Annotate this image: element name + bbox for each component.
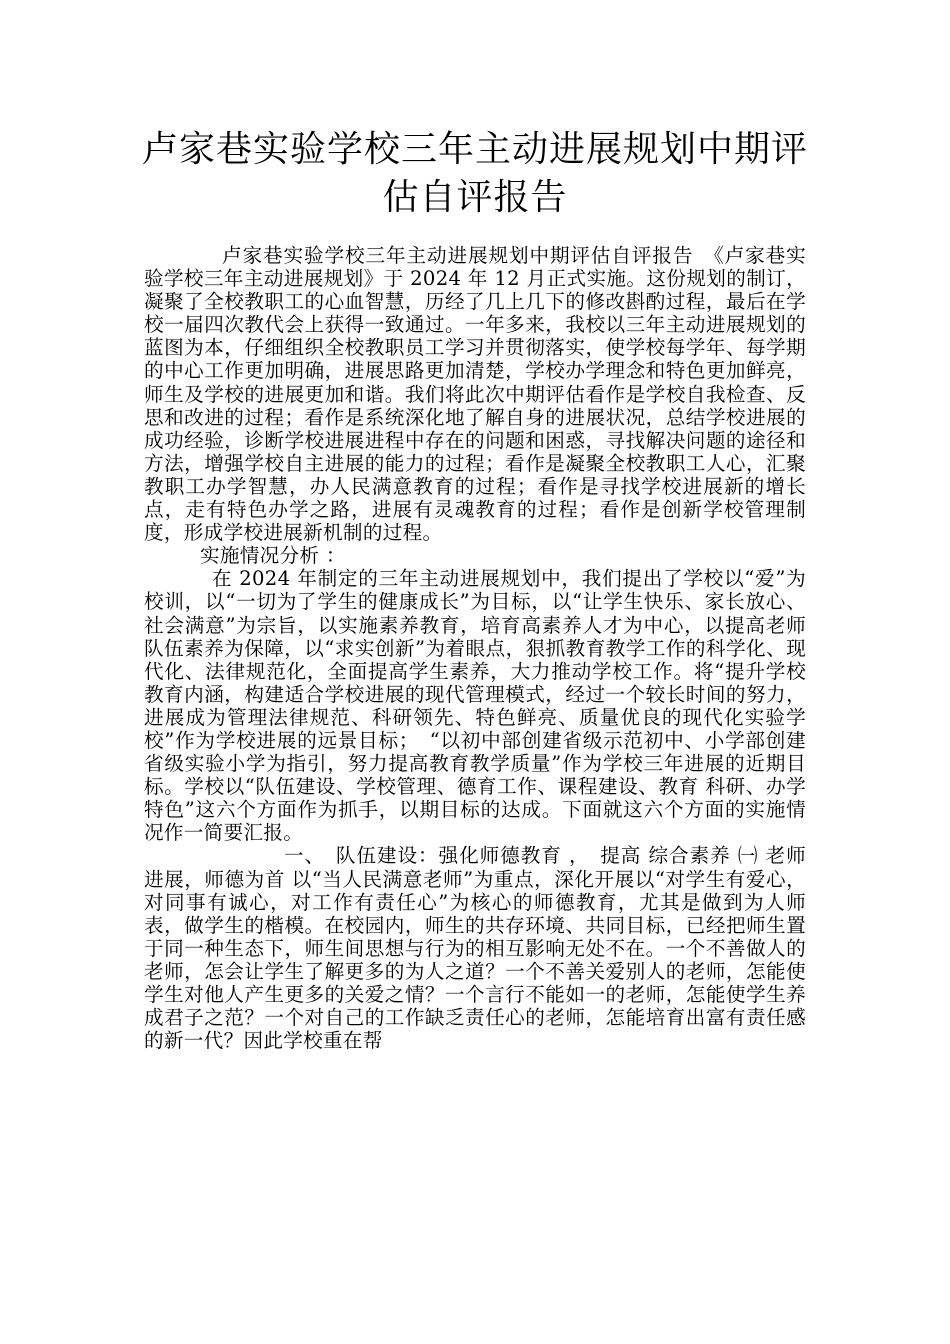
document-body [144,244,806,1052]
title-line-2: 估自评报告 [382,177,568,218]
section-heading-implementation: 实施情况分析 ： [200,544,346,568]
intro-paragraph: 卢家巷实验学校三年主动进展规划中期评估自评报告 《卢家巷实验学校三年主动进展规划》于 2024 年 12 月正式实施。这份规划的制订，凝聚了全校教职工的心血智慧，历经了几上几下的修改斟酌过程，最后在学校一届四次教代会上获得一致通过。一年多来，我校以三年主动进展规划的蓝图为本，仔细组织全校教职员工学习并贯彻落实，使学校每学年、每学期的中心工作更加明确，进展思路更加清楚，学校办学理念和特色更加鲜亮，师生及学校的进展更加和谐。我们将此次中期评估看作是学校自我检查、反思和改进的过程；看作是系统深化地了解自身的进展状况，总结学校进展的成功经验，诊断学校进展进程中存在的问题和困惑，寻找解决问题的途径和方法，增强学校自主进展的能力的过程；看作是凝聚全校教职工人心，汇聚教职工办学智慧，办人民满意教育的过程；看作是寻找学校进展新的增长点，走有特色办学之路，进展有灵魂教育的过程；看作是创新学校管理制度，形成学校进展新机制的过程。 [144,244,806,545]
team-building-paragraph: 一、 队伍建设：强化师德教育 ， 提高 综合素养 ㈠ 老师进展，师德为首 以“当人民满意老师”为重点，深化开展以“对学生有爱心，对同事有诚心，对工作有责任心”为核心的师德教育，尤其是做到为人师表，做学生的楷模。在校园内，师生的共存环境、共同目标，已经把师生置于同一种生态下，师生间思想与行为的相互影响无处不在。一个不善做人的老师，怎会让学生了解更多的为人之道？一个不善关爱别人的老师，怎能使学生对他人产生更多的关爱之情？一个言行不能如一的老师，怎能使学生养成君子之范？一个对自己的工作缺乏责任心的老师，怎能培育出富有责任感的新一代？因此学校重在帮 [144,844,806,1053]
document-title [140,126,810,222]
title-line-1: 卢家巷实验学校三年主动进展规划中期评 [141,129,808,170]
implementation-paragraph: 在 2024 年制定的三年主动进展规划中，我们提出了学校以“爱”为校训，以“一切为了学生的健康成长”为目标，以“让学生快乐、家长放心、社会满意”为宗旨，以实施素养教育，培育高素养人才为中心，以提高老师队伍素养为保障，以“求实创新”为着眼点，狠抓教育教学工作的科学化、现代化、法律规范化，全面提高学生素养，大力推动学校工作。将“提升学校教育内涵，构建适合学校进展的现代管理模式，经过一个较长时间的努力，进展成为管理法律规范、科研领先、特色鲜亮、质量优良的现代化实验学校”作为学校进展的远景目标； “以初中部创建省级示范初中、小学部创建省级实验小学为指引，努力提高教育教学质量”作为学校三年进展的近期目标。学校以“队伍建设、学校管理、德育工作、课程建设、教育 科研、办学特色”这六个方面作为抓手，以期目标的达成。下面就这六个方面的实施情况作一简要汇报。 [144,567,806,845]
